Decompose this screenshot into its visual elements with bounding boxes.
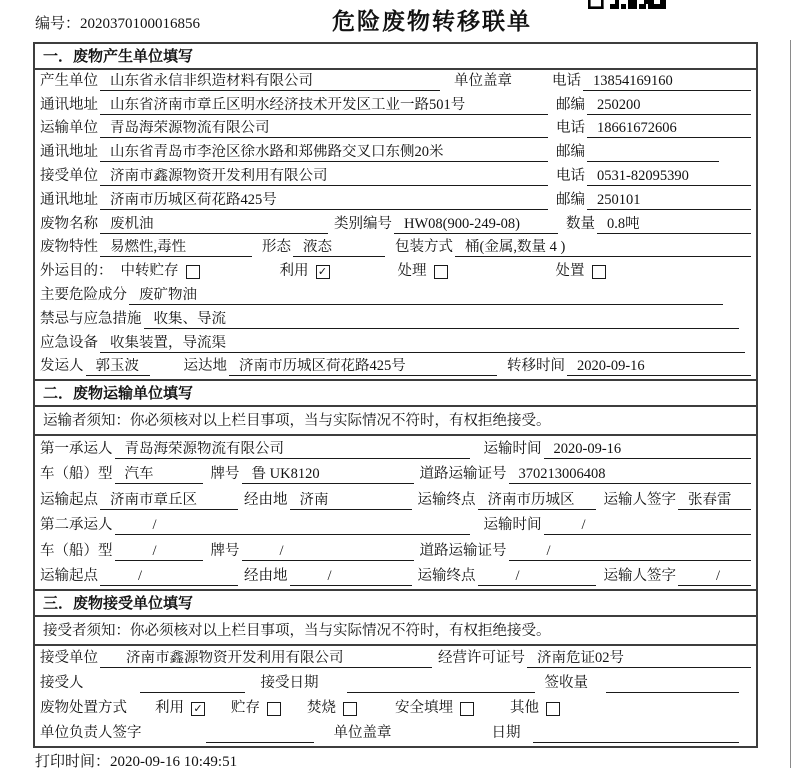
transfer-date-value: 2020-09-16 — [567, 358, 751, 376]
carrier-sign-label: 运输人签字 — [603, 568, 676, 585]
hazard-label: 主要危险成分 — [40, 286, 127, 303]
row-transporter — [35, 118, 756, 142]
option-utilize — [155, 700, 205, 718]
option-transfer-storage — [121, 263, 200, 281]
checkbox-landfill — [460, 702, 474, 716]
option-label: 安全填埋 — [395, 700, 453, 717]
address-label: 通讯地址 — [40, 144, 98, 161]
acceptor-label: 接受人 — [40, 675, 84, 692]
row-accept-unit — [35, 646, 756, 671]
form-value: 液态 — [293, 239, 385, 257]
checkbox-treat — [434, 265, 448, 279]
carrier-sign-label: 运输人签字 — [603, 491, 676, 508]
disposal-method-label: 废物处置方式 — [40, 700, 127, 717]
page-edge-line — [790, 40, 791, 768]
vehicle-type-value: 汽车 — [115, 466, 203, 484]
option-label: 其他 — [510, 700, 539, 717]
vehicle-type-2-value: / — [115, 543, 203, 561]
option-label: 利用 — [155, 700, 184, 717]
page-title: 危险废物转移联单 — [332, 8, 532, 34]
transporter-zip-value — [587, 160, 719, 162]
unit-seal-label: 单位盖章 — [333, 725, 392, 742]
row-emergency-equipment — [35, 332, 756, 356]
transport-time-label: 运输时间 — [483, 440, 542, 457]
equipment-label: 应急设备 — [40, 334, 98, 351]
transporter-address-value: 山东省青岛市李沧区徐水路和郑佛路交叉口东侧20米 — [100, 144, 548, 162]
taboo-value: 收集、导流 — [144, 311, 740, 329]
first-carrier-label: 第一承运人 — [40, 440, 113, 457]
address-label: 通讯地址 — [40, 96, 98, 113]
first-carrier-value: 青岛海荣源物流有限公司 — [115, 441, 470, 459]
option-incinerate — [307, 700, 357, 718]
zip-label: 邮编 — [556, 96, 585, 113]
transporter-value: 青岛海荣源物流有限公司 — [100, 120, 548, 138]
option-storage — [231, 700, 281, 718]
option-label: 焚烧 — [307, 700, 336, 717]
row-responsible-sign — [35, 721, 756, 746]
destination-label: 运达地 — [183, 358, 227, 375]
row-waste-character — [35, 237, 756, 261]
document-number-label: 编号： — [35, 16, 81, 32]
receipt-quantity-value — [606, 691, 739, 693]
receiver-label: 接受单位 — [40, 167, 98, 184]
option-label: 中转贮存 — [120, 263, 179, 280]
option-landfill — [395, 700, 474, 718]
section1-heading: 一．废物产生单位填写 — [35, 44, 756, 70]
checkbox-utilize: ✓ — [316, 265, 330, 279]
row-hazard — [35, 284, 756, 308]
via-label: 经由地 — [244, 491, 288, 508]
section-receiver — [33, 591, 758, 748]
plate-2-value: / — [242, 543, 414, 561]
print-time-label: 打印时间： — [35, 754, 111, 768]
zip-label: 邮编 — [556, 144, 585, 161]
taboo-label: 禁忌与应急措施 — [40, 310, 142, 327]
consignor-value: 郭玉波 — [86, 358, 150, 376]
row-producer — [35, 70, 756, 94]
row-route-2 — [35, 564, 756, 590]
carrier-sign-2-value: / — [678, 568, 751, 586]
responsible-sign-value — [206, 741, 314, 743]
row-consignor — [35, 356, 756, 380]
notice-label: 运输者须知： — [43, 413, 130, 430]
row-vehicle-2 — [35, 538, 756, 564]
operation-license-label: 经营许可证号 — [438, 650, 525, 667]
quantity-value: 0.8吨 — [597, 216, 751, 234]
unit-seal-label: 单位盖章 — [454, 72, 512, 89]
option-label: 贮存 — [231, 700, 260, 717]
option-label: 利用 — [279, 263, 309, 280]
row-first-carrier — [35, 436, 756, 462]
transport-time-value: 2020-09-16 — [544, 441, 752, 459]
qr-code-fragment — [588, 0, 666, 9]
endpoint-value: 济南市历城区 — [478, 492, 596, 510]
equipment-value: 收集装置，导流渠 — [100, 335, 745, 353]
row-receiver-address — [35, 189, 756, 213]
via-label: 经由地 — [244, 568, 288, 585]
accept-unit-label: 接受单位 — [40, 650, 98, 667]
transporter-notice — [35, 407, 756, 436]
row-second-carrier — [35, 513, 756, 539]
option-treat — [398, 263, 448, 281]
phone-label: 电话 — [556, 167, 585, 184]
road-license-label: 道路运输证号 — [419, 466, 507, 483]
notice-text: 你必须核对以上栏目事项，当与实际情况不符时，有权拒绝接受。 — [130, 623, 551, 640]
row-purpose — [35, 260, 756, 284]
origin-value: 济南市章丘区 — [100, 492, 238, 510]
date-label: 日期 — [491, 725, 521, 742]
checkbox-transfer-storage — [186, 265, 200, 279]
character-value: 易燃性,毒性 — [100, 239, 252, 257]
accept-unit-value: 济南市鑫源物资开发利用有限公司 — [100, 650, 432, 668]
plate-value: 鲁 UK8120 — [242, 466, 414, 484]
receiver-notice — [35, 617, 756, 646]
endpoint-label: 运输终点 — [417, 491, 476, 508]
producer-value: 山东省永信非织造材料有限公司 — [100, 73, 440, 91]
producer-address-value: 山东省济南市章丘区明水经济技术开发区工业一路501号 — [100, 97, 548, 115]
manifest-form — [33, 42, 758, 748]
section-transporter — [33, 381, 758, 591]
via-value: 济南 — [290, 492, 412, 510]
option-utilize — [280, 263, 330, 281]
transporter-label: 运输单位 — [40, 120, 98, 137]
row-waste-name — [35, 213, 756, 237]
category-label: 类别编号 — [334, 215, 392, 232]
option-other — [510, 700, 560, 718]
receipt-quantity-label: 签收量 — [544, 675, 588, 692]
consignor-label: 发运人 — [40, 358, 84, 375]
checkbox-other — [546, 702, 560, 716]
plate-label: 牌号 — [210, 466, 240, 483]
print-time — [35, 750, 237, 768]
producer-phone-value: 13854169160 — [583, 73, 751, 91]
notice-label: 接受者须知： — [43, 623, 130, 640]
row-acceptor — [35, 671, 756, 696]
transfer-date-label: 转移时间 — [507, 358, 565, 375]
form-label: 形态 — [262, 239, 291, 256]
option-label: 处置 — [555, 263, 585, 280]
quantity-label: 数量 — [566, 215, 595, 232]
checkbox-incinerate — [343, 702, 357, 716]
print-time-value: 2020-09-16 10:49:51 — [110, 754, 238, 768]
option-label: 处理 — [397, 263, 427, 280]
phone-label: 电话 — [552, 72, 581, 89]
checkbox-storage — [267, 702, 281, 716]
section2-heading: 二．废物运输单位填写 — [35, 381, 756, 407]
document-number — [35, 12, 200, 33]
checkbox-dispose — [592, 265, 606, 279]
producer-zip-value: 250200 — [587, 97, 751, 115]
endpoint-2-value: / — [478, 568, 596, 586]
document-number-value: 2020370100016856 — [80, 16, 201, 32]
transporter-phone-value: 18661672606 — [587, 120, 751, 138]
hazard-value: 废矿物油 — [129, 287, 723, 305]
origin-label: 运输起点 — [40, 491, 98, 508]
vehicle-type-label: 车（船）型 — [40, 542, 113, 559]
vehicle-type-label: 车（船）型 — [40, 466, 113, 483]
address-label: 通讯地址 — [40, 191, 98, 208]
option-dispose — [556, 263, 606, 281]
purpose-label: 外运目的： — [40, 263, 113, 280]
waste-name-value: 废机油 — [100, 216, 328, 234]
packing-value: 桶(金属,数量 4 ) — [455, 239, 751, 257]
via-2-value: / — [290, 568, 412, 586]
producer-label: 产生单位 — [40, 72, 98, 89]
waste-name-label: 废物名称 — [40, 215, 98, 232]
road-license-label: 道路运输证号 — [419, 542, 507, 559]
origin-label: 运输起点 — [40, 568, 98, 585]
notice-text: 你必须核对以上栏目事项，当与实际情况不符时，有权拒绝接受。 — [130, 413, 551, 430]
checkbox-utilize: ✓ — [191, 702, 205, 716]
row-vehicle-1 — [35, 462, 756, 488]
character-label: 废物特性 — [40, 239, 98, 256]
packing-label: 包装方式 — [395, 239, 453, 256]
receiver-zip-value: 250101 — [587, 192, 751, 210]
zip-label: 邮编 — [556, 191, 585, 208]
endpoint-label: 运输终点 — [417, 568, 476, 585]
section3-heading: 三．废物接受单位填写 — [35, 591, 756, 617]
row-route-1 — [35, 487, 756, 513]
row-transporter-address — [35, 141, 756, 165]
transport-time-label: 运输时间 — [483, 517, 542, 534]
second-carrier-label: 第二承运人 — [40, 517, 113, 534]
transport-time-2-value: / — [544, 517, 752, 535]
receiver-phone-value: 0531-82095390 — [587, 168, 751, 186]
receiver-value: 济南市鑫源物资开发利用有限公司 — [100, 168, 548, 186]
category-value: HW08(900-249-08) — [394, 216, 558, 234]
origin-2-value: / — [100, 568, 238, 586]
carrier-sign-value: 张春雷 — [678, 492, 751, 510]
row-disposal-method — [35, 696, 756, 721]
row-receiver — [35, 165, 756, 189]
date-value — [533, 741, 740, 743]
accept-date-label: 接受日期 — [260, 675, 319, 692]
second-carrier-value: / — [115, 517, 470, 535]
phone-label: 电话 — [556, 120, 585, 137]
receiver-address-value: 济南市历城区荷花路425号 — [100, 192, 548, 210]
operation-license-value: 济南危证02号 — [527, 650, 751, 668]
road-license-value: 370213006408 — [509, 466, 752, 484]
road-license-2-value: / — [509, 543, 752, 561]
row-producer-address — [35, 94, 756, 118]
section-producer — [33, 42, 758, 381]
destination-value: 济南市历城区荷花路425号 — [229, 358, 497, 376]
accept-date-value — [347, 691, 535, 693]
acceptor-value — [140, 691, 245, 693]
plate-label: 牌号 — [210, 542, 240, 559]
row-taboo — [35, 308, 756, 332]
responsible-sign-label: 单位负责人签字 — [40, 725, 142, 742]
